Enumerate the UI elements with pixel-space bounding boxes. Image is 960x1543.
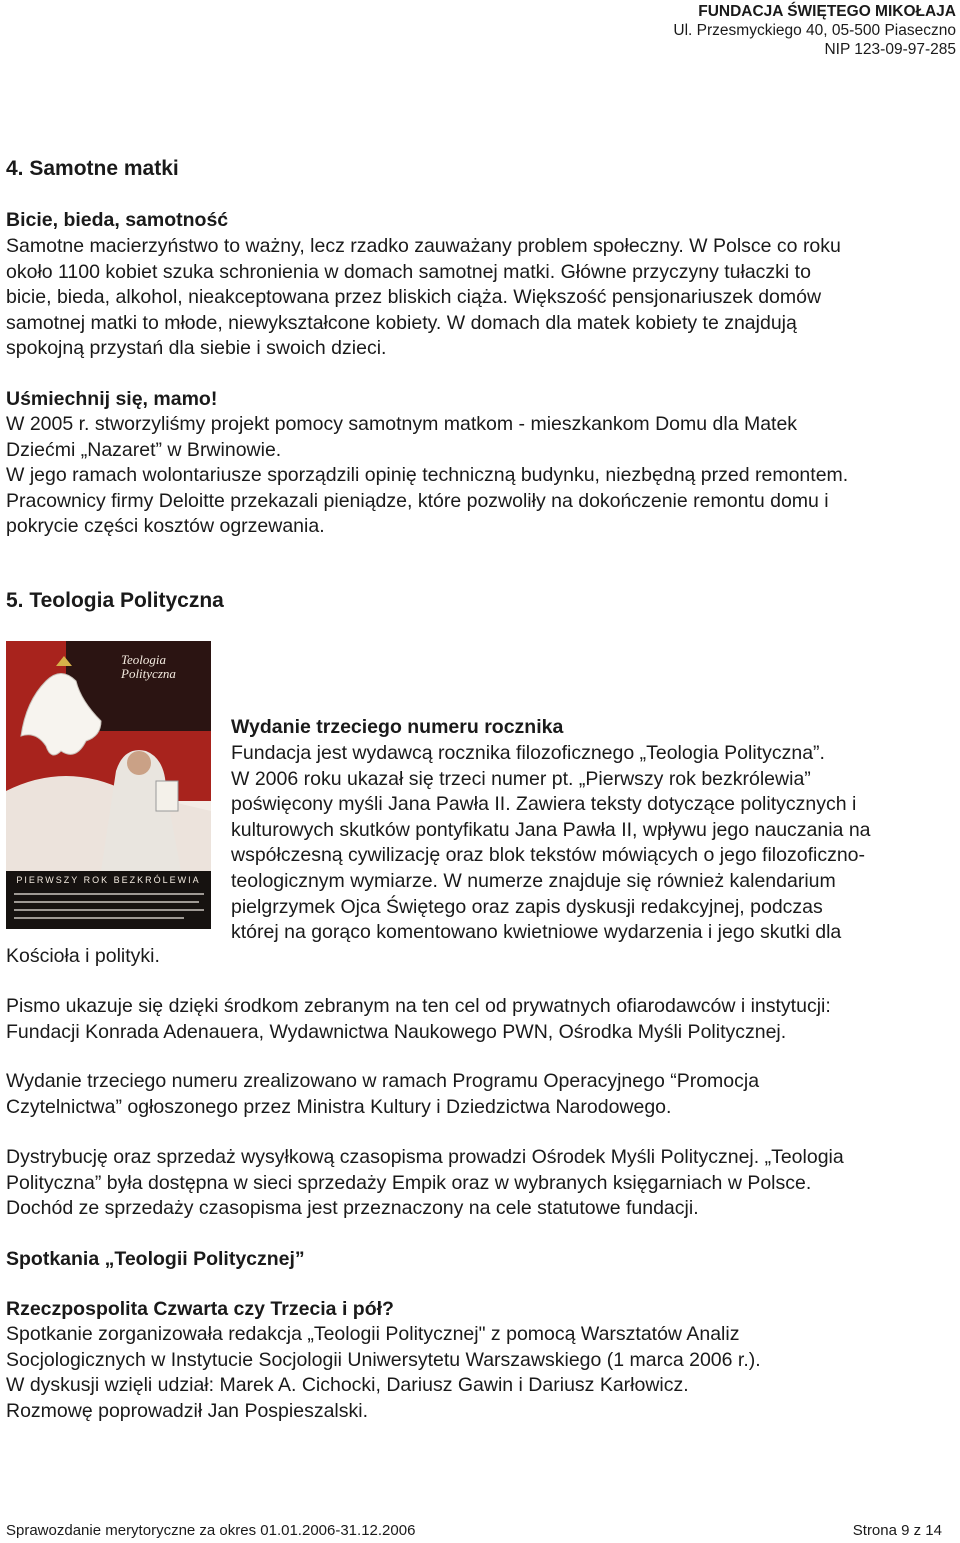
text-line: Dziećmi „Nazaret” w Brwinowie. xyxy=(6,438,282,461)
magazine-cover-illustration xyxy=(6,641,211,929)
section-5-title: 5. Teologia Polityczna xyxy=(6,589,224,612)
section-4-paragraph-2 xyxy=(6,412,954,540)
text-line: W jego ramach wolontariusze sporządzili opinię techniczną budynku, niezbędną przed remontem. xyxy=(6,464,849,487)
text-line: Czytelnictwa” ogłoszonego przez Ministra Kultury i Dziedzictwa Narodowego. xyxy=(6,1095,672,1118)
section-5-paragraph-1 xyxy=(231,741,955,946)
page-header xyxy=(673,2,956,59)
text-line: współczesną cywilizację oraz blok tekstów mówiących o jego filozoficzno- xyxy=(231,844,866,867)
section-5-subheading-1: Wydanie trzeciego numeru rocznika xyxy=(231,716,564,738)
section-4-subheading-1: Bicie, bieda, samotność xyxy=(6,209,229,231)
text-line: W 2005 r. stworzyliśmy projekt pomocy samotnym matkom - mieszkankom Domu dla Matek xyxy=(6,413,798,435)
text-line: pielgrzymek Ojca Świętego oraz zapis dyskusji redakcyjnej, podczas xyxy=(231,895,823,918)
section-5-paragraph-5 xyxy=(6,1322,954,1424)
text-line: spokojną przystań dla siebie i swoich dzieci. xyxy=(6,337,387,360)
text-line: Samotne macierzyństwo to ważny, lecz rzadko zauważany problem społeczny. W Polsce co roku xyxy=(6,235,841,257)
text-line: Polityczna” była dostępna w sieci sprzedaży Empik oraz w wybranych księgarniach w Polsce. xyxy=(6,1171,812,1194)
text-line: kulturowych skutków pontyfikatu Jana Pawła II, wpływu jego nauczania na xyxy=(231,818,871,841)
text-line: Fundacji Konrada Adenauera, Wydawnictwa Naukowego PWN, Ośrodka Myśli Politycznej. xyxy=(6,1020,787,1043)
section-5-paragraph-1-tail: Kościoła i polityki. xyxy=(6,945,160,967)
cover-banner: PIERWSZY ROK BEZKRÓLEWIA xyxy=(16,875,201,885)
text-line: samotnej matki to młode, niewykształcone kobiety. W domach dla matek kobiety te znajdują xyxy=(6,311,797,334)
footer-report-title: Sprawozdanie merytoryczne za okres 01.01.2006-31.12.2006 xyxy=(6,1522,416,1539)
section-4-paragraph-1 xyxy=(6,234,954,362)
text-line: około 1100 kobiet szuka schronienia w domach samotnej matki. Główne przyczyny tułaczki to xyxy=(6,260,811,283)
section-5-subheading-2: Spotkania „Teologii Politycznej” xyxy=(6,1248,305,1270)
page-footer xyxy=(6,1522,942,1539)
text-line: Socjologicznych w Instytucie Socjologii Uniwersytetu Warszawskiego (1 marca 2006 r.). xyxy=(6,1348,761,1371)
text-line: Fundacja jest wydawcą rocznika filozoficznego „Teologia Polityczna”. xyxy=(231,742,825,764)
text-line: której na gorąco komentowano kwietniowe wydarzenia i jego skutki dla xyxy=(231,921,842,944)
text-line: W dyskusji wzięli udział: Marek A. Cichocki, Dariusz Gawin i Dariusz Karłowicz. xyxy=(6,1374,689,1397)
text-line: Pracownicy firmy Deloitte przekazali pieniądze, które pozwoliły na dokończenie remontu domu i xyxy=(6,489,829,512)
text-line: W 2006 roku ukazał się trzeci numer pt. „Pierwszy rok bezkrólewia” xyxy=(231,767,811,790)
magazine-cover-image xyxy=(6,641,211,929)
section-5-paragraph-2 xyxy=(6,994,954,1045)
section-5-paragraph-4 xyxy=(6,1145,954,1222)
section-4-title: 4. Samotne matki xyxy=(6,157,179,180)
text-line: Rozmowę poprowadził Jan Pospieszalski. xyxy=(6,1399,368,1422)
text-line: Dochód ze sprzedaży czasopisma jest przeznaczony na cele statutowe fundacji. xyxy=(6,1197,699,1220)
text-line: pokrycie części kosztów ogrzewania. xyxy=(6,515,325,538)
text-line: Spotkanie zorganizowała redakcja „Teologii Politycznej" z pomocą Warsztatów Analiz xyxy=(6,1323,740,1345)
section-5-subheading-3: Rzeczpospolita Czwarta czy Trzecia i pół? xyxy=(6,1298,394,1320)
section-5-paragraph-3 xyxy=(6,1069,954,1120)
org-name: FUNDACJA ŚWIĘTEGO MIKOŁAJA xyxy=(698,3,956,20)
text-line: Wydanie trzeciego numeru zrealizowano w ramach Programu Operacyjnego “Promocja xyxy=(6,1070,760,1092)
org-nip: NIP 123-09-97-285 xyxy=(824,41,956,58)
page-number: Strona 9 z 14 xyxy=(852,1522,942,1539)
org-address: Ul. Przesmyckiego 40, 05-500 Piaseczno xyxy=(673,22,956,39)
text-line: bicie, bieda, alkohol, nieakceptowana przez bliskich ciąża. Większość pensjonariuszek domów xyxy=(6,286,822,309)
text-line: poświęcony myśli Jana Pawła II. Zawiera teksty dotyczące politycznych i xyxy=(231,793,857,816)
text-line: teologicznym wymiarze. W numerze znajduje się również kalendarium xyxy=(231,869,836,892)
text-line: Dystrybucję oraz sprzedaż wysyłkową czasopisma prowadzi Ośrodek Myśli Politycznej. „Teologia xyxy=(6,1146,844,1168)
section-4-subheading-2: Uśmiechnij się, mamo! xyxy=(6,388,218,410)
cover-masthead: Teologia Polityczna xyxy=(121,652,176,681)
text-line: Pismo ukazuje się dzięki środkom zebranym na ten cel od prywatnych ofiarodawców i instytucji: xyxy=(6,995,831,1017)
